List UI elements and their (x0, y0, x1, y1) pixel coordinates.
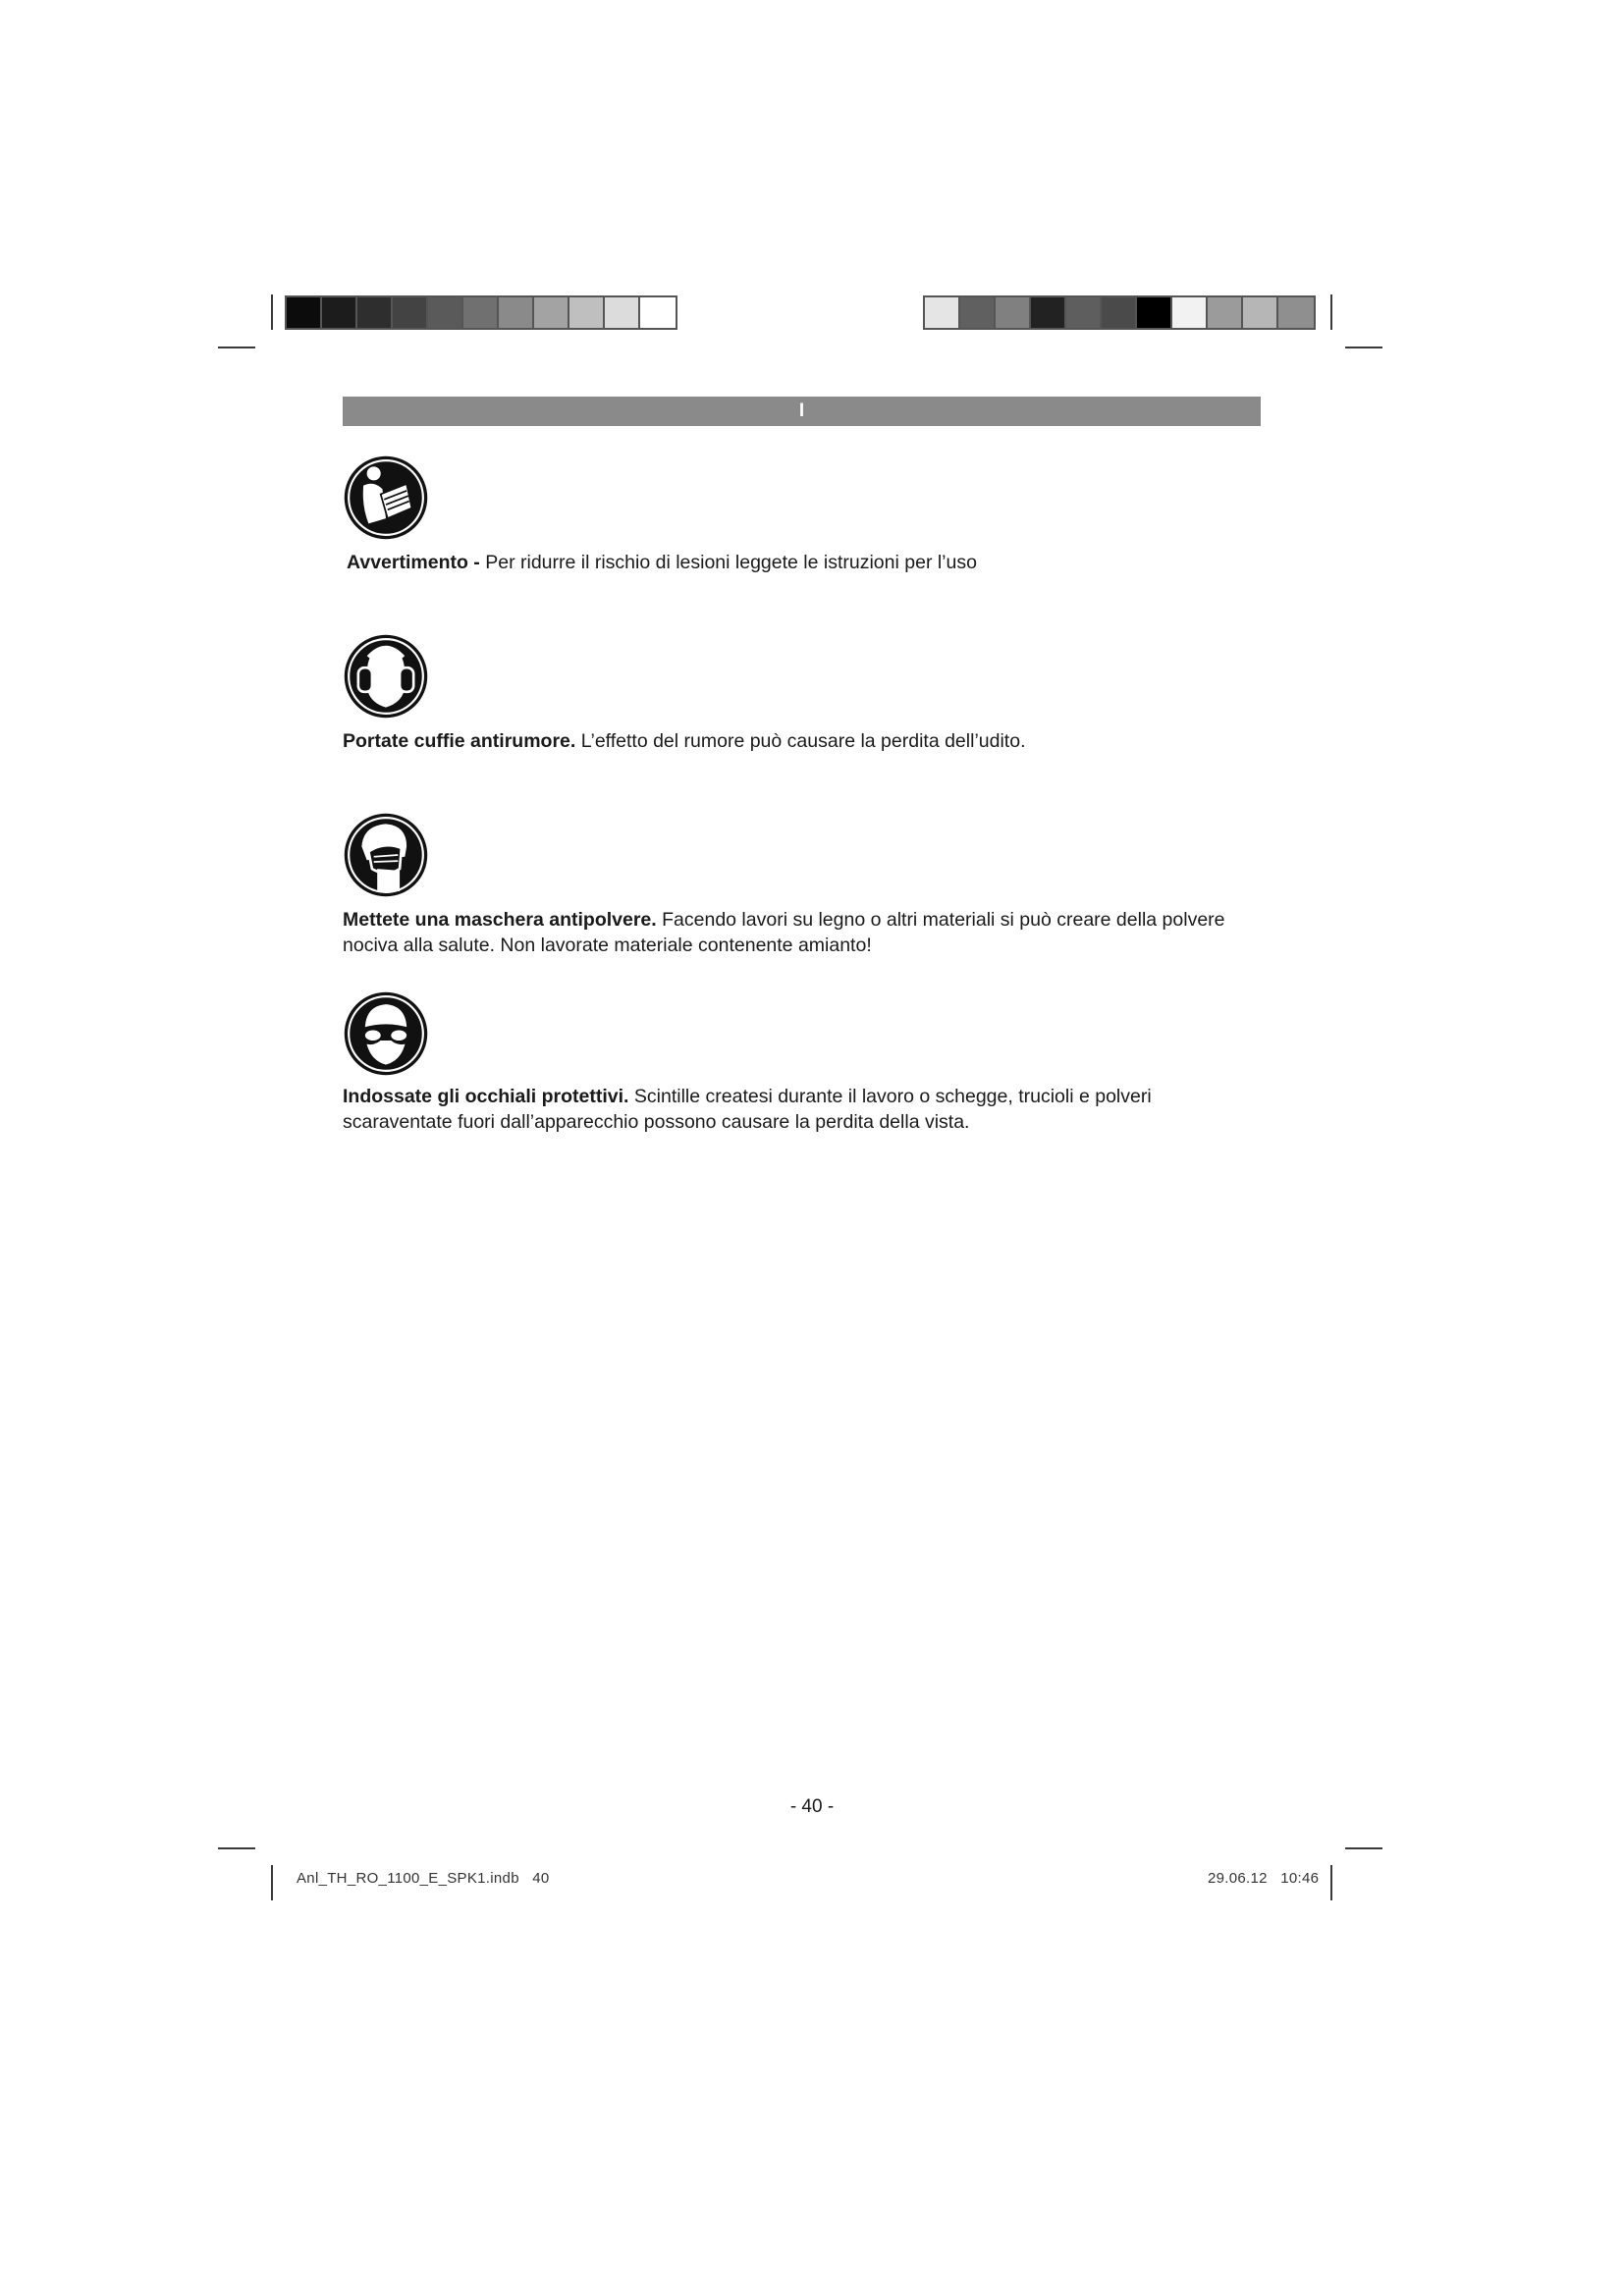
color-swatch (357, 297, 393, 328)
color-swatch (534, 297, 569, 328)
color-swatch (569, 297, 605, 328)
color-swatch (463, 297, 499, 328)
color-swatch (996, 297, 1031, 328)
color-swatch (393, 297, 428, 328)
color-swatch (1102, 297, 1137, 328)
crop-mark-bottom-left-h (218, 1847, 255, 1849)
color-swatch (925, 297, 960, 328)
color-swatch (960, 297, 996, 328)
color-swatch (1066, 297, 1102, 328)
color-swatch (605, 297, 640, 328)
color-bar-right (923, 295, 1316, 330)
instruction-title: Avvertimento - (347, 552, 480, 573)
crop-mark-bottom-left (271, 1865, 273, 1900)
instruction-text: L’effetto del rumore può causare la perdita dell’udito. (575, 730, 1026, 752)
section-header-band (343, 397, 1261, 426)
color-swatch (1137, 297, 1172, 328)
crop-mark-top-right-h (1345, 347, 1382, 348)
instruction-ear-protection (343, 728, 1266, 754)
read-manual-icon (343, 454, 429, 541)
crop-mark-top-left (271, 294, 273, 330)
instruction-title: Mettete una maschera antipolvere. (343, 909, 657, 931)
ear-protection-icon (343, 633, 429, 720)
safety-goggles-icon (343, 990, 429, 1077)
print-file-name: Anl_TH_RO_1100_E_SPK1.indb 40 (297, 1870, 550, 1887)
section-label: I (798, 400, 805, 421)
color-swatch (1172, 297, 1208, 328)
instruction-read-manual (347, 550, 1270, 575)
instruction-title: Portate cuffie antirumore. (343, 730, 576, 752)
instruction-title: Indossate gli occhiali protettivi. (343, 1086, 629, 1107)
crop-mark-top-left-h (218, 347, 255, 348)
color-swatch (499, 297, 534, 328)
color-swatch (428, 297, 463, 328)
instruction-text: Per ridurre il rischio di lesioni leggete le istruzioni per l’uso (479, 552, 977, 573)
color-bar-left (285, 295, 677, 330)
crop-mark-bottom-right-h (1345, 1847, 1382, 1849)
page-number: - 40 - (789, 1796, 835, 1817)
crop-mark-top-right (1330, 294, 1332, 330)
color-swatch (322, 297, 357, 328)
color-swatch (1031, 297, 1066, 328)
instruction-text: Facendo lavori su legno o altri materiali si può creare della polvere nociva alla salute. Non lavorate materiale contenente amianto! (343, 909, 1225, 956)
print-timestamp: 29.06.12 10:46 (1208, 1870, 1320, 1887)
instruction-text: Scintille createsi durante il lavoro o schegge, trucioli e polveri scaraventate fuori dall’apparecchio possono causare la perdita della vista. (343, 1086, 1152, 1133)
color-swatch (1278, 297, 1314, 328)
color-swatch (640, 297, 676, 328)
instruction-safety-goggles (343, 1084, 1266, 1135)
instruction-dust-mask (343, 907, 1266, 958)
color-swatch (1208, 297, 1243, 328)
crop-mark-bottom-right (1330, 1865, 1332, 1900)
dust-mask-icon (343, 812, 429, 898)
color-swatch (1243, 297, 1278, 328)
color-swatch (287, 297, 322, 328)
